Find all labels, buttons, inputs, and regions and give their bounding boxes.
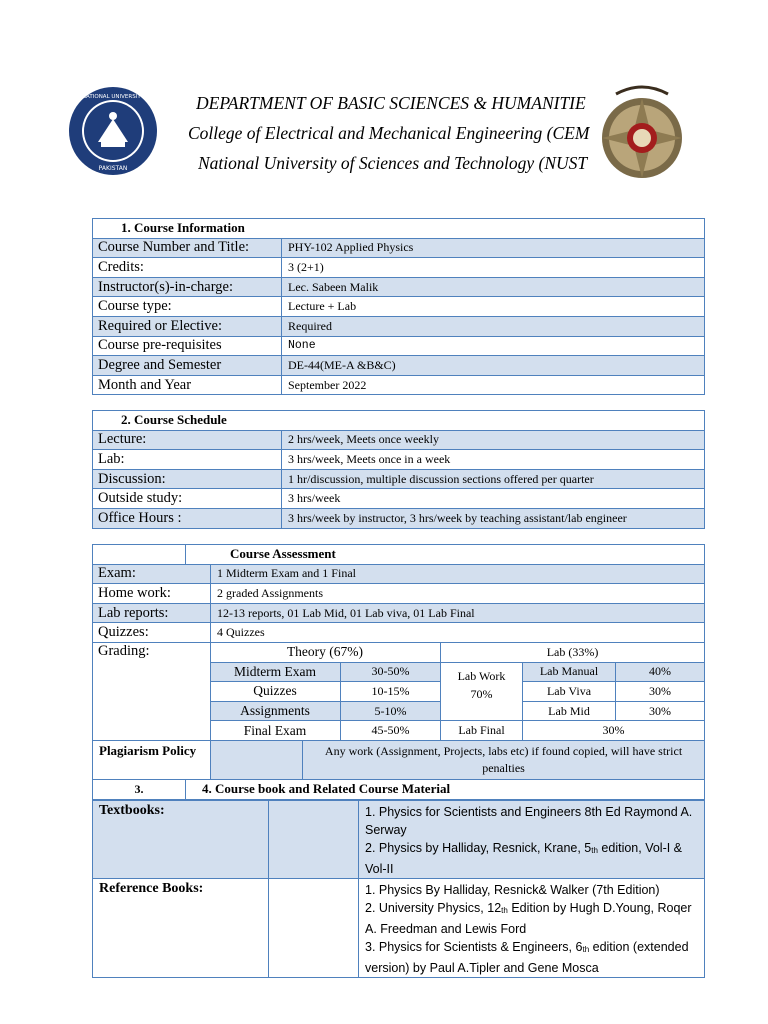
- month-year-label: Month and Year: [93, 375, 282, 395]
- theory-pct: 10-15%: [341, 682, 441, 702]
- prerequisites-label: Course pre-requisites: [93, 336, 282, 356]
- lab-value: 3 hrs/week, Meets once in a week: [282, 450, 705, 470]
- homework-value: 2 graded Assignments: [211, 584, 705, 604]
- lab-pct: 30%: [616, 701, 705, 721]
- discussion-label: Discussion:: [93, 469, 282, 489]
- discussion-value: 1 hr/discussion, multiple discussion sections offered per quarter: [282, 469, 705, 489]
- lab-reports-value: 12-13 reports, 01 Lab Mid, 01 Lab viva, 01 Lab Final: [211, 603, 705, 623]
- reference-item: 3. Physics for Scientists & Engineers, $6_{th}$ edition (extended version) by Paul A.Tipler and Gene Mosca: [365, 940, 689, 975]
- lab-pct: 30%: [616, 682, 705, 702]
- plagiarism-text: [303, 740, 705, 779]
- instructor-value: Lec. Sabeen Malik: [282, 277, 705, 297]
- lab-item: Lab Viva: [523, 682, 616, 702]
- svg-text:PAKISTAN: PAKISTAN: [98, 165, 128, 172]
- theory-pct: 5-10%: [341, 701, 441, 721]
- theory-item: Assignments: [211, 701, 341, 721]
- course-schedule-heading: 2. Course Schedule: [93, 411, 705, 431]
- outside-study-label: Outside study:: [93, 489, 282, 509]
- credits-label: Credits:: [93, 258, 282, 278]
- course-type-value: Lecture + Lab: [282, 297, 705, 317]
- theory-item: Midterm Exam: [211, 662, 341, 682]
- course-material-table: [92, 800, 705, 978]
- reference-item: 2. University Physics, $12_{th}$ Edition by Hugh D.Young, Roqer A. Freedman and Lewis Ford: [365, 901, 692, 936]
- theory-pct: 45-50%: [341, 721, 441, 741]
- plagiarism-line-2: penalties: [482, 760, 525, 775]
- section-number-3: 3.: [93, 779, 186, 799]
- textbooks-list: [359, 801, 705, 879]
- lab-work-pct: 70%: [470, 686, 493, 701]
- theory-item: Final Exam: [211, 721, 341, 741]
- textbooks-label: Textbooks:: [93, 801, 269, 879]
- exam-value: 1 Midterm Exam and 1 Final: [211, 564, 705, 584]
- theory-heading: Theory (67%): [211, 642, 441, 662]
- outside-study-value: 3 hrs/week: [282, 489, 705, 509]
- homework-label: Home work:: [93, 584, 211, 604]
- reference-books-label: Reference Books:: [93, 879, 269, 978]
- textbook-item: 2. Physics by Halliday, Resnick, Krane, $5_{th}$ edition, Vol-I & Vol-II: [365, 841, 683, 876]
- lecture-value: 2 hrs/week, Meets once weekly: [282, 430, 705, 450]
- department-title: DEPARTMENT OF BASIC SCIENCES & HUMANITIE: [196, 93, 586, 113]
- theory-item: Quizzes: [211, 682, 341, 702]
- degree-semester-value: DE-44(ME-A &B&C): [282, 356, 705, 376]
- lab-heading: Lab (33%): [441, 642, 705, 662]
- course-type-label: Course type:: [93, 297, 282, 317]
- reference-item: 1. Physics By Halliday, Resnick& Walker (7th Edition): [365, 883, 660, 897]
- lab-item: Lab Manual: [523, 662, 616, 682]
- plagiarism-label: Plagiarism Policy: [93, 740, 211, 779]
- month-year-value: September 2022: [282, 375, 705, 395]
- course-assessment-heading: Course Assessment: [186, 545, 705, 565]
- lab-final-label: Lab Final: [441, 721, 523, 741]
- reference-books-list: [359, 879, 705, 978]
- lab-pct: 40%: [616, 662, 705, 682]
- grading-label: Grading:: [93, 642, 211, 740]
- lab-item: Lab Mid: [523, 701, 616, 721]
- quizzes-value: 4 Quizzes: [211, 623, 705, 643]
- course-number-value: PHY-102 Applied Physics: [282, 238, 705, 258]
- ceme-crest-icon: [596, 80, 688, 182]
- theory-pct: 30-50%: [341, 662, 441, 682]
- lab-reports-label: Lab reports:: [93, 603, 211, 623]
- svg-text:NATIONAL UNIVERSITY: NATIONAL UNIVERSITY: [81, 94, 145, 100]
- lab-final-pct: 30%: [523, 721, 705, 741]
- course-information-table: [92, 218, 705, 395]
- quizzes-label: Quizzes:: [93, 623, 211, 643]
- instructor-label: Instructor(s)-in-charge:: [93, 277, 282, 297]
- course-material-heading: 4. Course book and Related Course Material: [186, 779, 705, 799]
- lab-work-cell: [441, 662, 523, 721]
- plagiarism-line-1: Any work (Assignment, Projects, labs etc) if found copied, will have strict: [324, 743, 683, 758]
- degree-semester-label: Degree and Semester: [93, 356, 282, 376]
- lecture-label: Lecture:: [93, 430, 282, 450]
- credits-value: 3 (2+1): [282, 258, 705, 278]
- required-elective-label: Required or Elective:: [93, 316, 282, 336]
- nust-logo-icon: [68, 86, 158, 176]
- lab-label: Lab:: [93, 450, 282, 470]
- course-information-heading: 1. Course Information: [93, 219, 705, 239]
- college-title: College of Electrical and Mechanical Engineering (CEM: [188, 123, 590, 143]
- required-elective-value: Required: [282, 316, 705, 336]
- university-title: National University of Sciences and Technology (NUST: [198, 153, 588, 173]
- lab-work-label: Lab Work: [457, 668, 506, 683]
- course-number-label: Course Number and Title:: [93, 238, 282, 258]
- course-assessment-table: [92, 544, 705, 800]
- exam-label: Exam:: [93, 564, 211, 584]
- office-hours-label: Office Hours :: [93, 508, 282, 528]
- prerequisites-value: None: [282, 336, 705, 356]
- office-hours-value: 3 hrs/week by instructor, 3 hrs/week by teaching assistant/lab engineer: [282, 508, 705, 528]
- textbook-item: 1. Physics for Scientists and Engineers 8th Ed Raymond A. Serway: [365, 805, 693, 837]
- course-schedule-table: [92, 410, 705, 529]
